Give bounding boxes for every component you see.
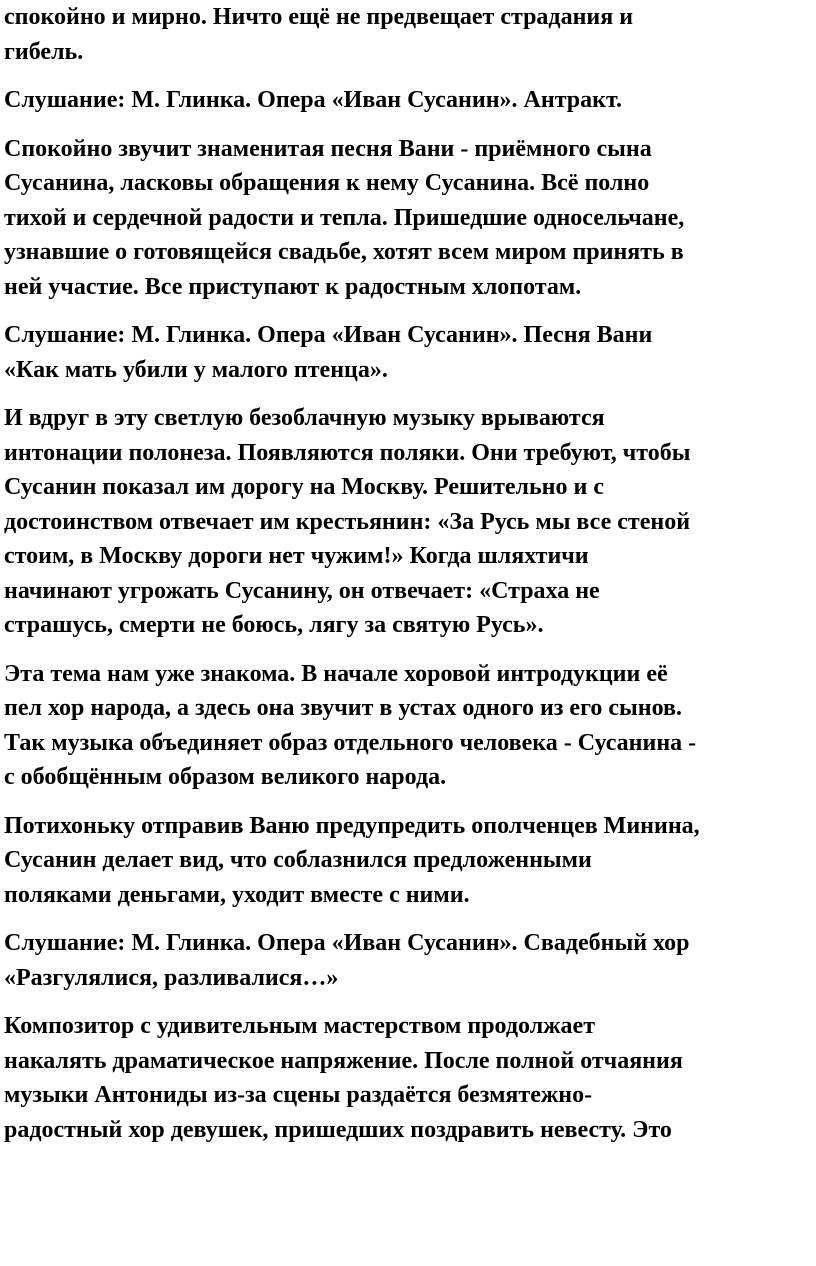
paragraph-intro-continuation: спокойно и мирно. Ничто ещё не предвещает страдания и гибель. — [4, 4, 634, 65]
paragraph-susanin-leaves: Потихоньку отправив Ваню предупредить ополченцев Минина, Сусанин делает вид, что соблазнился предложенными поляками деньгами, уходит вместе с ними. — [4, 812, 700, 908]
paragraph-polonaise-poles: И вдруг в эту светлую безоблачную музыку врываются интонации полонеза. Появляются поляки. Они требуют, чтобы Сусанин показал им дорогу на Москву. Решительно и с достоинством отвечает им крестьянин: «За Русь мы все стеной стоим, в Москву дороги нет чужим!» Когда шляхтичи начинают угрожать Сусанину, он отвечает: «Страха не страшусь, смерти не боюсь, лягу за святую Русь». — [4, 405, 691, 638]
paragraph-listening-entr-acte: Слушание: М. Глинка. Опера «Иван Сусанин». Антракт. — [4, 87, 622, 113]
paragraph-listening-wedding-chorus: Слушание: М. Глинка. Опера «Иван Сусанин». Свадебный хор «Разгулялися, разливалися…» — [4, 930, 690, 991]
paragraph-vanya-song-description: Спокойно звучит знаменитая песня Вани - приёмного сына Сусанина, ласковы обращения к нему Сусанина. Всё полно тихой и сердечной радости и тепла. Пришедшие односельчане, узнавшие о готовящейся свадьбе, хотят всем миром принять в ней участие. Все приступают к радостным хлопотам. — [4, 135, 685, 300]
paragraph-listening-vanya-song: Слушание: М. Глинка. Опера «Иван Сусанин». Песня Вани «Как мать убили у малого птенца». — [4, 322, 653, 383]
document-page — [4, 0, 814, 1161]
paragraph-theme-familiar: Эта тема нам уже знакома. В начале хоровой интродукции её пел хор народа, а здесь она звучит в устах одного из его сынов. Так музыка объединяет образ отдельного человека - Сусанина - с обобщённым образом великого народа. — [4, 660, 697, 790]
paragraph-composer-tension: Композитор с удивительным мастерством продолжает накалять драматическое напряжение. После полной отчаяния музыки Антониды из-за сцены раздаётся безмятежно- радостный хор девушек, пришедших поздравить невесту. Это — [4, 1013, 683, 1143]
